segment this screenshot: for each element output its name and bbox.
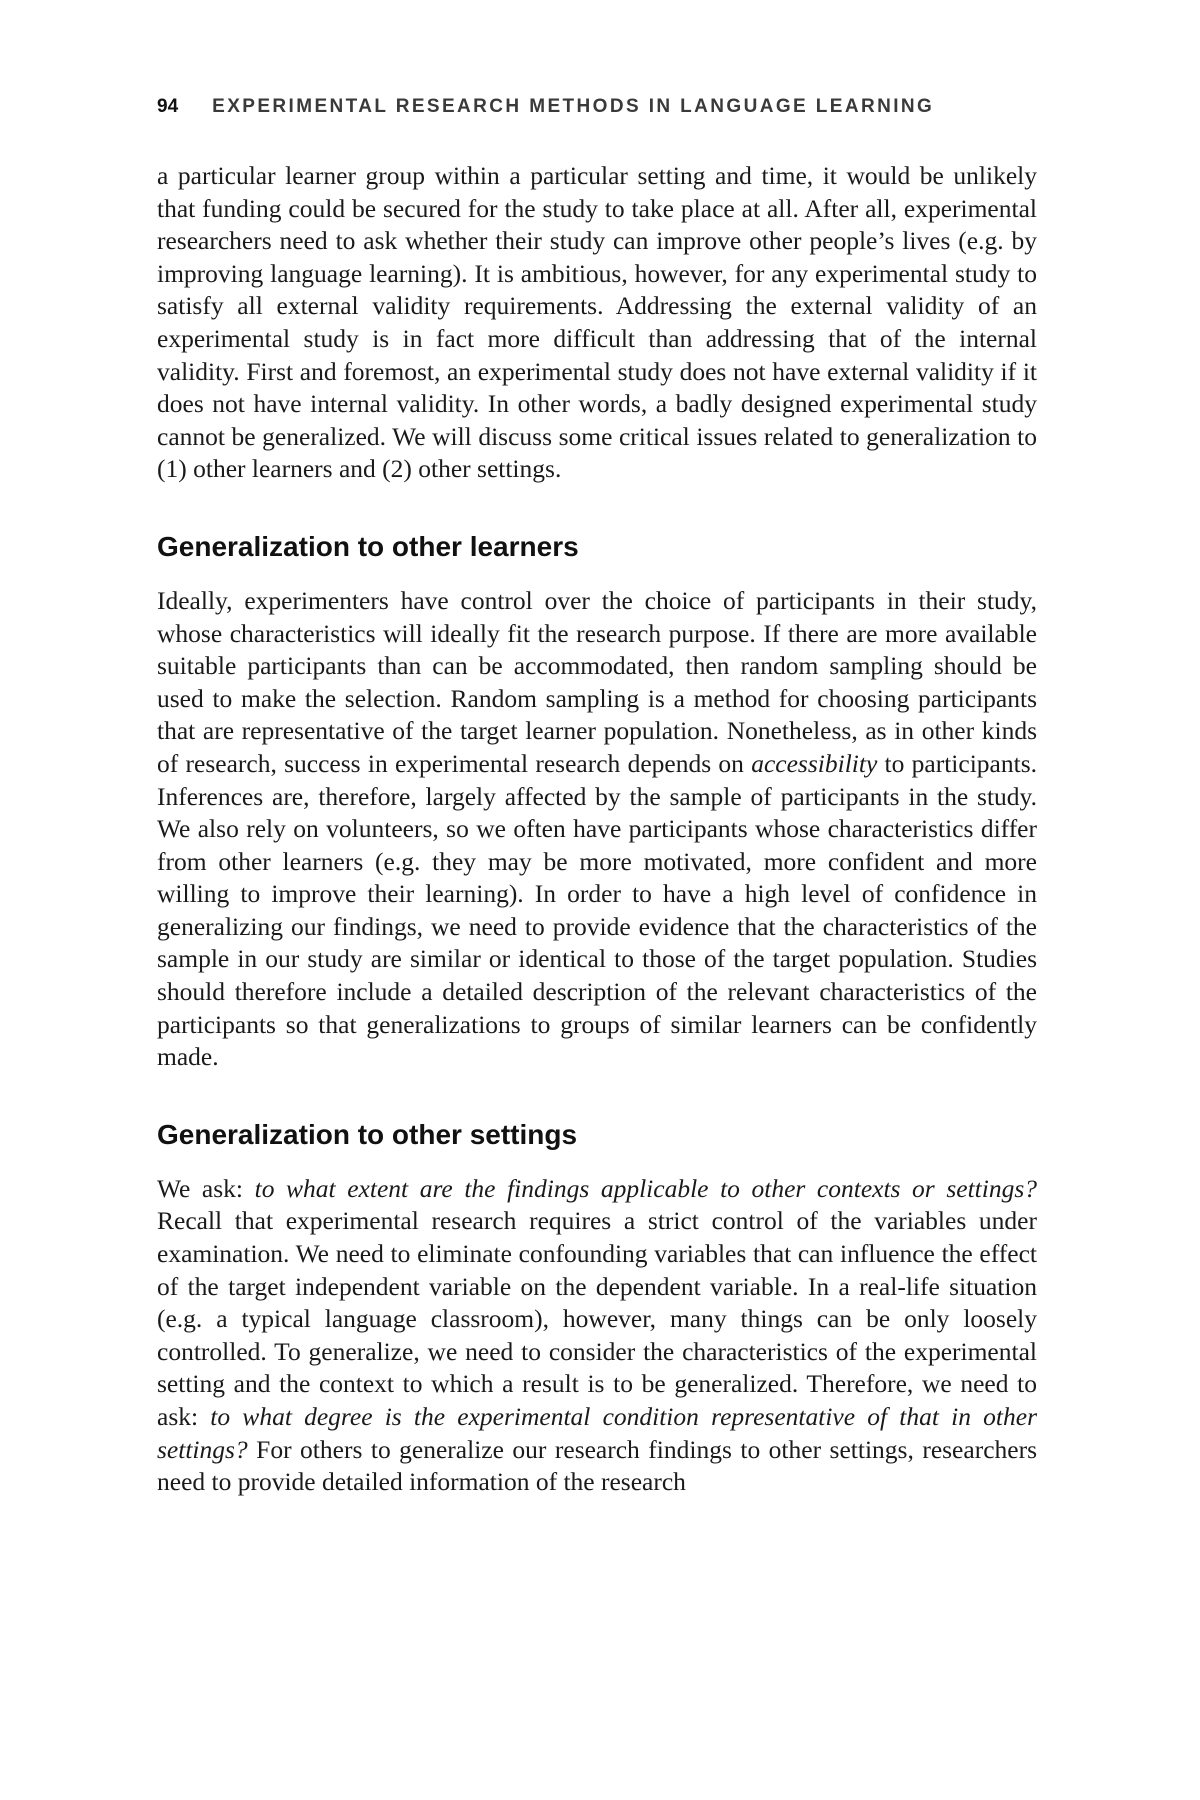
book-page xyxy=(157,96,1037,1499)
running-head xyxy=(157,96,1037,118)
page-number: 94 xyxy=(157,96,179,117)
settings-emphasis-1: to what extent are the findings applicable to other contexts or settings? xyxy=(254,1173,1037,1203)
learners-text-before: Ideally, experimenters have control over the choice of participants in their study, whose characteristics will ideally fit the research purpose. If there are more available suitable participants than can be accommodated, then random sampling should be used to make the selection. Random sampling is a method for choosing participants that are representative of the target learner population. Nonetheless, as in other kinds of research, success in experimental research depends on xyxy=(157,585,1037,778)
settings-emphasis-2: to what degree is the experimental condition representative of that in other settings? xyxy=(157,1402,1037,1464)
learners-emphasis: accessibility xyxy=(751,748,878,778)
learners-text-after: to participants. Inferences are, therefore, largely affected by the sample of participants in the study. We also rely on volunteers, so we often have participants whose characteristics differ from other learners (e.g. they may be more motivated, more confident and more willing to improve their learning). In order to have a high level of confidence in generalizing our findings, we need to provide evidence that the characteristics of the sample in our study are similar or identical to those of the target population. Studies should therefore include a detailed description of the relevant characteristics of the participants so that generalizations to groups of similar learners can be confidently made. xyxy=(157,748,1037,1072)
settings-paragraph xyxy=(157,1173,1037,1499)
learners-paragraph xyxy=(157,585,1037,1074)
running-title: EXPERIMENTAL RESEARCH METHODS IN LANGUAGE LEARNING xyxy=(212,96,935,117)
section-heading-settings: Generalization to other settings xyxy=(157,1118,578,1150)
settings-text-3: For others to generalize our research findings to other settings, researchers need to provide detailed information of the research xyxy=(157,1434,1037,1497)
settings-text-1: We ask: xyxy=(157,1173,255,1203)
section-heading-learners: Generalization to other learners xyxy=(157,530,579,562)
settings-text-2: Recall that experimental research requires a strict control of the variables under examination. We need to eliminate confounding variables that can influence the effect of the target independent variable on the dependent variable. In a real-life situation (e.g. a typical language classroom), however, many things can be only loosely controlled. To generalize, we need to consider the characteristics of the experimental setting and the context to which a result is to be generalized. Therefore, we need to ask: xyxy=(157,1206,1037,1431)
intro-paragraph: a particular learner group within a particular setting and time, it would be unlikely that funding could be secured for the study to take place at all. After all, experimental researchers need to ask whether their study can improve other people’s lives (e.g. by improving language learning). It is ambitious, however, for any experimental study to satisfy all external validity requirements. Addressing the external validity of an experimental study is in fact more difficult than addressing that of the internal validity. First and foremost, an experimental study does not have external validity if it does not have internal validity. In other words, a badly designed experimental study cannot be generalized. We will discuss some critical issues related to generalization to (1) other learners and (2) other settings. xyxy=(157,161,1037,484)
